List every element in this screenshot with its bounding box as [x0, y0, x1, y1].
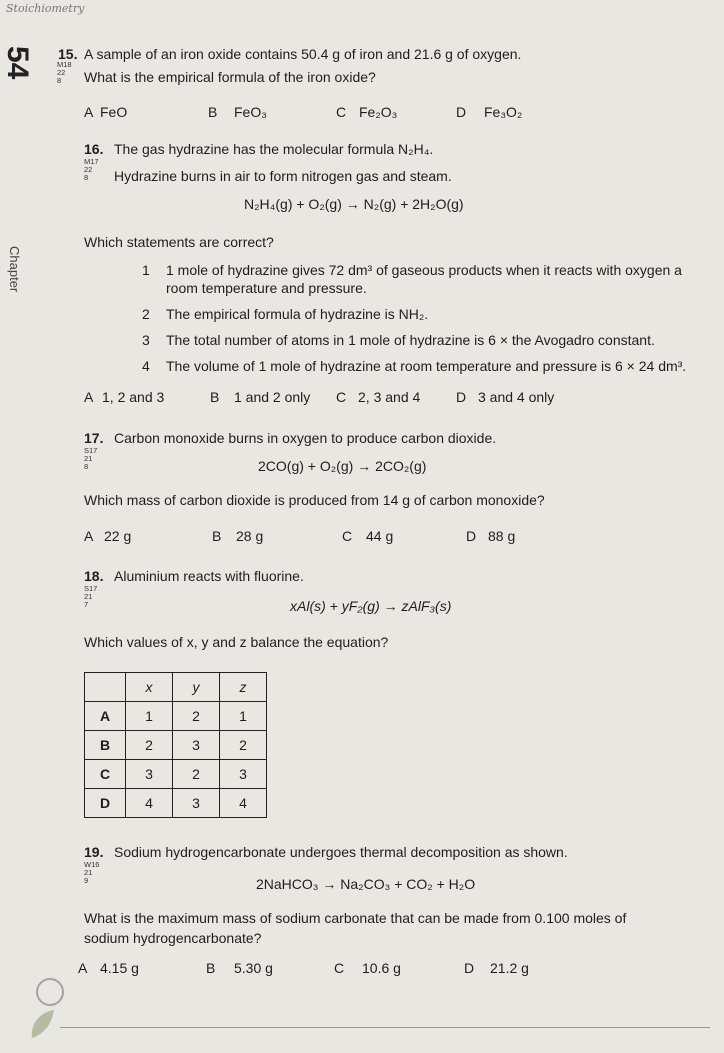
question-19-prompt-cont: sodium hydrogencarbonate?: [84, 930, 262, 946]
option-letter[interactable]: A: [78, 960, 88, 976]
option-letter[interactable]: C: [342, 528, 353, 544]
option-text[interactable]: 3 and 4 only: [478, 389, 555, 405]
statement-text: The empirical formula of hydrazine is NH₂.: [166, 306, 429, 322]
question-16-codes: M17 22 8: [84, 157, 99, 182]
question-19-equation: 2NaHCO₃ → Na₂CO₃ + CO₂ + H₂O: [256, 876, 476, 892]
table-cell: 2: [220, 731, 267, 760]
divider: [60, 1027, 710, 1028]
statement-number: 3: [142, 332, 150, 348]
question-18-prompt: Which values of x, y and z balance the equation?: [84, 634, 389, 650]
question-15-codes: M18 22 8: [57, 60, 72, 85]
table-cell: D: [85, 789, 126, 818]
question-16-equation: N₂H₄(g) + O₂(g) → N₂(g) + 2H₂O(g): [244, 196, 464, 212]
table-cell: 1: [126, 702, 173, 731]
option-letter[interactable]: A: [84, 528, 94, 544]
statement-number: 1: [142, 262, 150, 278]
option-letter[interactable]: C: [336, 104, 347, 120]
leaf-icon: [26, 1006, 58, 1042]
table-row[interactable]: [85, 702, 267, 731]
question-17-stem: Carbon monoxide burns in oxygen to produce carbon dioxide.: [114, 430, 497, 446]
table-cell: 3: [173, 789, 220, 818]
option-letter[interactable]: D: [456, 389, 467, 405]
chapter-label: Chapter: [7, 246, 22, 293]
table-cell: 4: [220, 789, 267, 818]
statement-text: The volume of 1 mole of hydrazine at room temperature and pressure is 6 × 24 dm³.: [166, 358, 687, 374]
option-text[interactable]: FeO: [100, 104, 128, 120]
question-19-number: 19.: [84, 844, 104, 860]
chapter-title-script: Stoichiometry: [6, 2, 85, 15]
question-19-codes: W16 21 9: [84, 860, 100, 885]
question-15-stem: A sample of an iron oxide contains 50.4 g of iron and 21.6 g of oxygen.: [84, 46, 522, 62]
option-text[interactable]: 1 and 2 only: [234, 389, 311, 405]
question-16-options: [84, 389, 684, 409]
option-letter[interactable]: B: [210, 389, 220, 405]
option-text[interactable]: 10.6 g: [362, 960, 401, 976]
option-letter[interactable]: C: [334, 960, 345, 976]
question-16-stem-2: Hydrazine burns in air to form nitrogen gas and steam.: [114, 168, 452, 184]
table-row[interactable]: [85, 789, 267, 818]
option-text[interactable]: 1, 2 and 3: [102, 389, 165, 405]
table-cell: 3: [126, 760, 173, 789]
table-header-cell: y: [173, 673, 220, 702]
question-16-prompt: Which statements are correct?: [84, 234, 274, 250]
table-header-cell: [85, 673, 126, 702]
option-text[interactable]: Fe₃O₂: [484, 104, 523, 120]
table-cell: 3: [220, 760, 267, 789]
table-cell: A: [85, 702, 126, 731]
option-text[interactable]: 21.2 g: [490, 960, 529, 976]
table-cell: 1: [220, 702, 267, 731]
question-17-equation: 2CO(g) + O₂(g) → 2CO₂(g): [258, 458, 427, 474]
page-number: 54: [1, 46, 34, 80]
option-text[interactable]: 44 g: [366, 528, 394, 544]
question-15-number: 15.: [58, 46, 78, 62]
option-text[interactable]: FeO₃: [234, 104, 267, 120]
option-letter[interactable]: D: [466, 528, 477, 544]
option-letter[interactable]: B: [212, 528, 222, 544]
option-letter[interactable]: D: [456, 104, 467, 120]
question-18-stem: Aluminium reacts with fluorine.: [114, 568, 304, 584]
option-text[interactable]: 5.30 g: [234, 960, 273, 976]
question-18-codes: S17 21 7: [84, 584, 98, 609]
option-text[interactable]: 22 g: [104, 528, 132, 544]
table-row[interactable]: [85, 731, 267, 760]
table-header-cell: z: [220, 673, 267, 702]
option-text[interactable]: 2, 3 and 4: [358, 389, 421, 405]
question-17-options: [84, 528, 684, 548]
table-cell: 2: [126, 731, 173, 760]
question-19-options: [78, 960, 678, 980]
option-letter[interactable]: C: [336, 389, 347, 405]
table-header-row: [85, 673, 267, 702]
option-text[interactable]: 28 g: [236, 528, 264, 544]
question-15-prompt: What is the empirical formula of the iron oxide?: [84, 69, 376, 85]
table-cell: B: [85, 731, 126, 760]
statement-text: The total number of atoms in 1 mole of hydrazine is 6 × the Avogadro constant.: [166, 332, 655, 348]
question-18-number: 18.: [84, 568, 104, 584]
question-16-number: 16.: [84, 141, 104, 157]
question-19-prompt: What is the maximum mass of sodium carbonate that can be made from 0.100 moles of: [84, 910, 627, 926]
statement-number: 4: [142, 358, 150, 374]
option-text[interactable]: 88 g: [488, 528, 516, 544]
statement-number: 2: [142, 306, 150, 322]
table-header-cell: x: [126, 673, 173, 702]
option-letter[interactable]: A: [84, 389, 94, 405]
table-cell: 4: [126, 789, 173, 818]
option-text[interactable]: 4.15 g: [100, 960, 139, 976]
question-17-prompt: Which mass of carbon dioxide is produced from 14 g of carbon monoxide?: [84, 492, 545, 508]
table-cell: 3: [173, 731, 220, 760]
option-letter[interactable]: B: [208, 104, 218, 120]
option-letter[interactable]: D: [464, 960, 475, 976]
statement-text-cont: room temperature and pressure.: [166, 280, 367, 296]
question-16-stem: The gas hydrazine has the molecular formula N₂H₄.: [114, 141, 434, 157]
question-18-equation: xAl(s) + yF₂(g) → zAlF₃(s): [290, 598, 452, 614]
option-letter[interactable]: B: [206, 960, 216, 976]
circle-icon: [36, 978, 64, 1006]
option-letter[interactable]: A: [84, 104, 94, 120]
table-cell: 2: [173, 702, 220, 731]
table-cell: 2: [173, 760, 220, 789]
question-17-number: 17.: [84, 430, 104, 446]
option-text[interactable]: Fe₂O₃: [359, 104, 398, 120]
table-cell: C: [85, 760, 126, 789]
table-row[interactable]: [85, 760, 267, 789]
balance-table: [84, 672, 267, 818]
statement-text: 1 mole of hydrazine gives 72 dm³ of gaseous products when it reacts with oxygen a: [166, 262, 682, 278]
question-17-codes: S17 21 8: [84, 446, 98, 471]
question-19-stem: Sodium hydrogencarbonate undergoes thermal decomposition as shown.: [114, 844, 568, 860]
question-15-options: [84, 104, 644, 124]
